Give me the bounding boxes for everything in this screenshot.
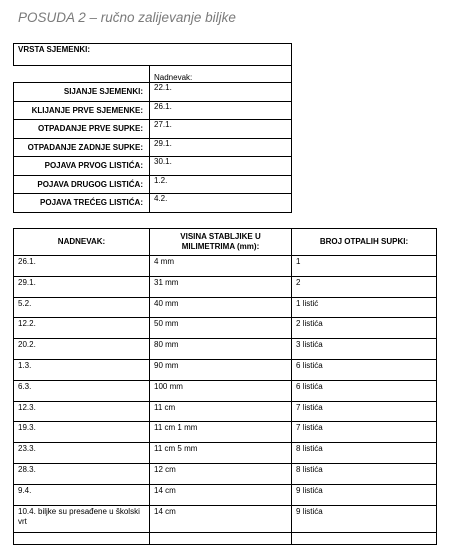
- height-cell: 40 mm: [150, 297, 292, 318]
- date-cell: 1.3.: [14, 359, 150, 380]
- seed-type-header: VRSTA SJEMENKI:: [14, 44, 292, 66]
- height-cell: 12 cm: [150, 463, 292, 484]
- date-cell: 12.3.: [14, 401, 150, 422]
- table-row: [14, 120, 292, 139]
- count-cell: 8 listića: [292, 463, 437, 484]
- height-cell: 11 cm: [150, 401, 292, 422]
- height-cell: 100 mm: [150, 380, 292, 401]
- date-cell: 10.4. bilјke su presađene u školski vrt: [14, 505, 150, 532]
- empty-cell: [14, 66, 150, 83]
- count-cell: 9 listića: [292, 484, 437, 505]
- count-cell: 2: [292, 276, 437, 297]
- table-row: [14, 297, 437, 318]
- height-column-header: VISINA STABLJIKE U MILIMETRIMA (mm):: [150, 229, 292, 256]
- stage-label: KLIJANJE PRVE SJEMENKE:: [14, 101, 150, 120]
- table-row: [14, 194, 292, 213]
- table-row: [14, 318, 437, 339]
- height-cell: 14 cm: [150, 505, 292, 532]
- date-cell: 12.2.: [14, 318, 150, 339]
- table-row: [14, 443, 437, 464]
- stage-date: 4.2.: [150, 194, 292, 213]
- stage-label: POJAVA PRVOG LISTIĆA:: [14, 157, 150, 176]
- table-row: [14, 422, 437, 443]
- table-row: [14, 532, 437, 544]
- stage-label: OTPADANJE ZADNJE SUPKE:: [14, 138, 150, 157]
- count-cell: 9 listića: [292, 505, 437, 532]
- table-row: [14, 138, 292, 157]
- count-cell: 6 listića: [292, 380, 437, 401]
- count-cell: [292, 532, 437, 544]
- count-cell: 7 listića: [292, 422, 437, 443]
- date-cell: 28.3.: [14, 463, 150, 484]
- count-cell: 1: [292, 256, 437, 277]
- table-row: [14, 359, 437, 380]
- stage-date: 30.1.: [150, 157, 292, 176]
- date-cell: 29.1.: [14, 276, 150, 297]
- height-cell: 31 mm: [150, 276, 292, 297]
- date-cell: 19.3.: [14, 422, 150, 443]
- table-row: [14, 157, 292, 176]
- table-row: [14, 83, 292, 102]
- table-row: [14, 256, 437, 277]
- count-cell: 1 listić: [292, 297, 437, 318]
- stage-date: 26.1.: [150, 101, 292, 120]
- stage-label: POJAVA TREĆEG LISTIĆA:: [14, 194, 150, 213]
- height-cell: 50 mm: [150, 318, 292, 339]
- date-cell: [14, 532, 150, 544]
- table-row: [14, 276, 437, 297]
- height-cell: 14 cm: [150, 484, 292, 505]
- stage-date: 29.1.: [150, 138, 292, 157]
- table-row: [14, 463, 437, 484]
- stage-label: OTPADANJE PRVE SUPKE:: [14, 120, 150, 139]
- height-cell: [150, 532, 292, 544]
- height-cell: 4 mm: [150, 256, 292, 277]
- stage-date: 27.1.: [150, 120, 292, 139]
- date-column-header: NADNEVAK:: [14, 229, 150, 256]
- table-row: [14, 380, 437, 401]
- count-cell: 8 listića: [292, 443, 437, 464]
- date-cell: 6.3.: [14, 380, 150, 401]
- table-row: [14, 101, 292, 120]
- date-cell: 9.4.: [14, 484, 150, 505]
- date-cell: 26.1.: [14, 256, 150, 277]
- date-cell: 20.2.: [14, 339, 150, 360]
- height-cell: 11 cm 5 mm: [150, 443, 292, 464]
- table-header-row: [14, 229, 437, 256]
- table-row: [14, 484, 437, 505]
- count-cell: 7 listića: [292, 401, 437, 422]
- date-cell: 23.3.: [14, 443, 150, 464]
- height-cell: 80 mm: [150, 339, 292, 360]
- fallen-cotyledons-column-header: BROJ OTPALIH SUPKI:: [292, 229, 437, 256]
- count-cell: 6 listića: [292, 359, 437, 380]
- table-row: [14, 175, 292, 194]
- height-cell: 11 cm 1 mm: [150, 422, 292, 443]
- stage-date: 22.1.: [150, 83, 292, 102]
- stage-label: SIJANJE SJEMENKI:: [14, 83, 150, 102]
- count-cell: 2 listića: [292, 318, 437, 339]
- stage-label: POJAVA DRUGOG LISTIĆA:: [14, 175, 150, 194]
- date-column-header: Nadnevak:: [150, 66, 292, 83]
- table-row: [14, 339, 437, 360]
- count-cell: 3 listića: [292, 339, 437, 360]
- document-title: POSUDA 2 – ručno zalijevanje biljke: [18, 10, 236, 25]
- height-cell: 90 mm: [150, 359, 292, 380]
- table-row: [14, 401, 437, 422]
- date-cell: 5.2.: [14, 297, 150, 318]
- seed-stages-table: [13, 43, 292, 213]
- stage-date: 1.2.: [150, 175, 292, 194]
- growth-log-table: [13, 228, 437, 545]
